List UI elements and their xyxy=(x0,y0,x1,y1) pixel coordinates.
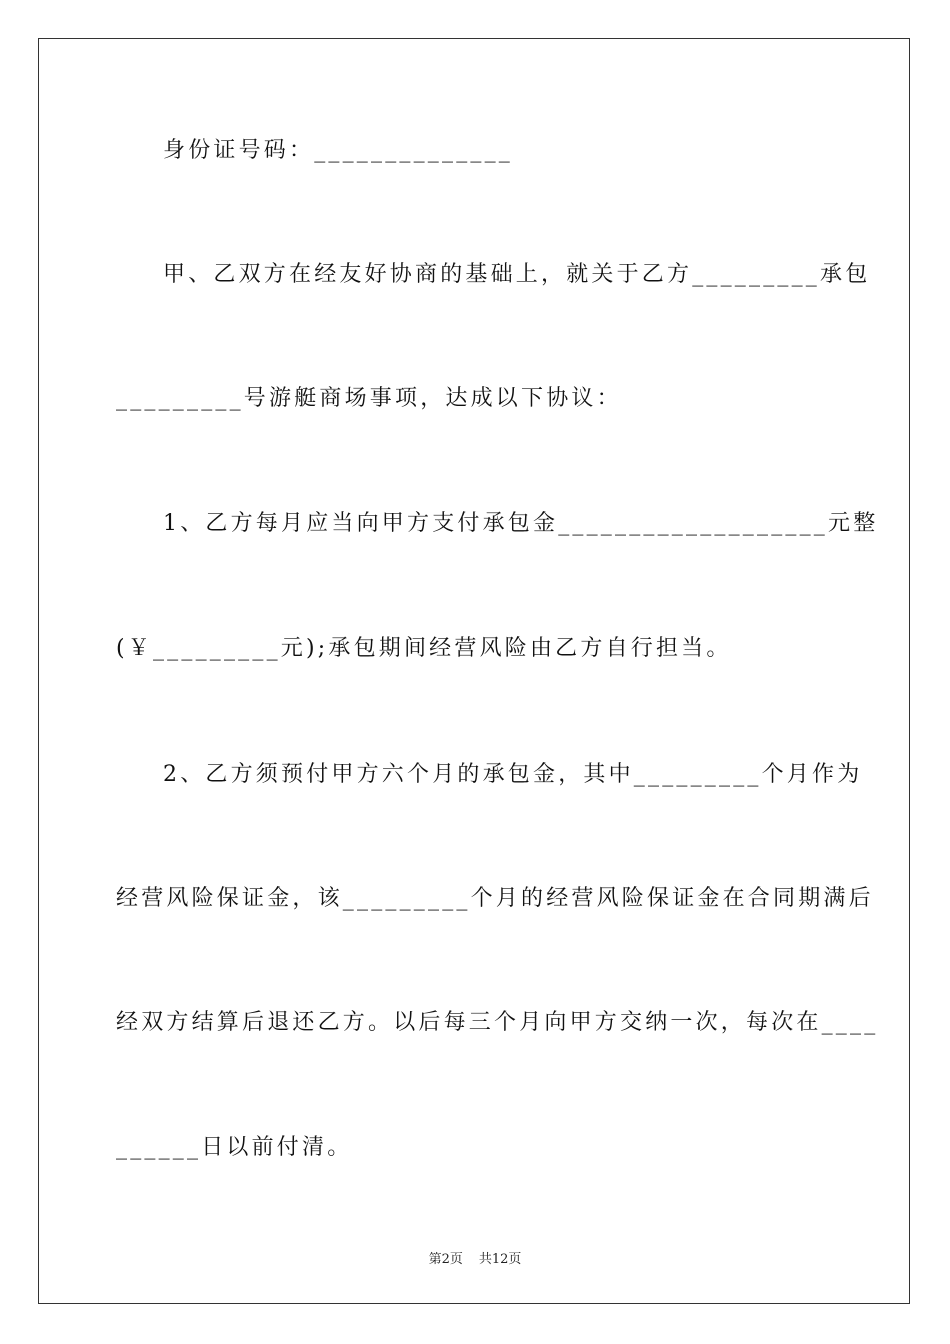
page-number: 第2页 xyxy=(428,1252,463,1267)
page-border xyxy=(38,38,910,1304)
page-footer xyxy=(0,1248,950,1267)
clause-2-line-3: 经双方结算后退还乙方。以后每三个月向甲方交纳一次，每次在____ xyxy=(116,1010,879,1035)
id-number-line: 身份证号码：______________ xyxy=(163,138,514,163)
clause-2-line-2: 经营风险保证金，该_________个月的经营风险保证金在合同期满后 xyxy=(116,886,874,911)
paragraph-intro-line-2: _________号游艇商场事项，达成以下协议： xyxy=(116,386,622,411)
total-pages: 共12页 xyxy=(478,1252,522,1267)
clause-1-line-2: (￥_________元);承包期间经营风险由乙方自行担当。 xyxy=(116,636,732,661)
paragraph-intro-line-1: 甲、乙双方在经友好协商的基础上，就关于乙方_________承包 xyxy=(163,262,871,287)
clause-2-line-4: ______日以前付清。 xyxy=(116,1135,353,1160)
clause-2-line-1: 2、乙方须预付甲方六个月的承包金，其中_________个月作为 xyxy=(163,762,863,787)
clause-1-line-1: 1、乙方每月应当向甲方支付承包金___________________元整 xyxy=(163,511,879,536)
